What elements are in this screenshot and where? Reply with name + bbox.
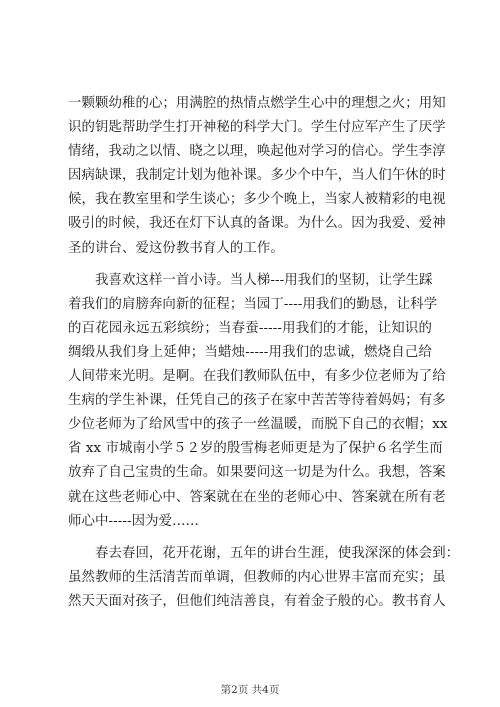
text-line: 虽然教师的生活清苦而单调，但教师的内心世界丰富而充实；虽 (68, 569, 446, 585)
paragraph-3 (68, 542, 460, 614)
text-line: 少位老师为了给风雪中的孩子一丝温暖，而脱下自己的衣帽；xx (68, 417, 448, 433)
text-line: 识的钥匙帮助学生打开神秘的科学大门。学生付应军产生了厌学 (68, 120, 446, 136)
text-line: 吸引的时候，我还在灯下认真的备课。为什么。因为我爱、爱神 (68, 216, 446, 232)
text-line: 因病缺课，我制定计划为他补课。多少个中午，当人们午休的时 (68, 168, 446, 184)
text-line: 放弃了自己宝贵的生命。如果要问这一切是为什么。我想，答案 (68, 465, 446, 481)
document-body (68, 92, 460, 622)
text-line: 候，我在教室里和学生谈心；多少个晚上，当家人被精彩的电视 (68, 192, 446, 208)
text-line: 圣的讲台、爱这份教书育人的工作。 (68, 240, 284, 256)
text-line: 然天天面对孩子，但他们纯洁善良，有着金子般的心。教书育人 (68, 593, 446, 609)
text-line: 春去春回，花开花谢，五年的讲台生涯，使我深深的体会到： (68, 545, 460, 561)
text-line: 的百花园永远五彩缤纷；当春蚕-----用我们的才能，让知识的 (68, 320, 432, 336)
paragraph-1 (68, 92, 446, 261)
text-line: 生病的学生补课，任凭自己的孩子在家中苦苦等待着妈妈；有多 (68, 393, 446, 409)
paragraph-2 (68, 269, 448, 534)
text-line: 着我们的肩膀奔向新的征程；当园丁----用我们的勤恳，让科学 (68, 296, 438, 312)
text-line: 一颗颗幼稚的心；用满腔的热情点燃学生心中的理想之火；用知 (68, 96, 446, 111)
text-line: 绸缎从我们身上延伸；当蜡烛-----用我们的忠诚，燃烧自己给 (68, 344, 432, 360)
text-line: 人间带来光明。是啊。在我们教师队伍中，有多少位老师为了给 (68, 369, 446, 385)
text-line: 省 xx 市城南小学５２岁的殷雪梅老师更是为了保护６名学生而 (68, 441, 443, 457)
text-line: 就在这些老师心中、答案就在在坐的老师心中、答案就在所有老 (68, 489, 446, 505)
page-number-footer: 第2页 共4页 (220, 684, 280, 696)
text-line: 我喜欢这样一首小诗。当人梯---用我们的坚韧，让学生踩 (68, 272, 433, 288)
text-line: 师心中-----因为爱…… (68, 513, 200, 529)
text-line: 情绪，我动之以情、晓之以理，唤起他对学习的信心。学生李淳 (68, 144, 446, 160)
